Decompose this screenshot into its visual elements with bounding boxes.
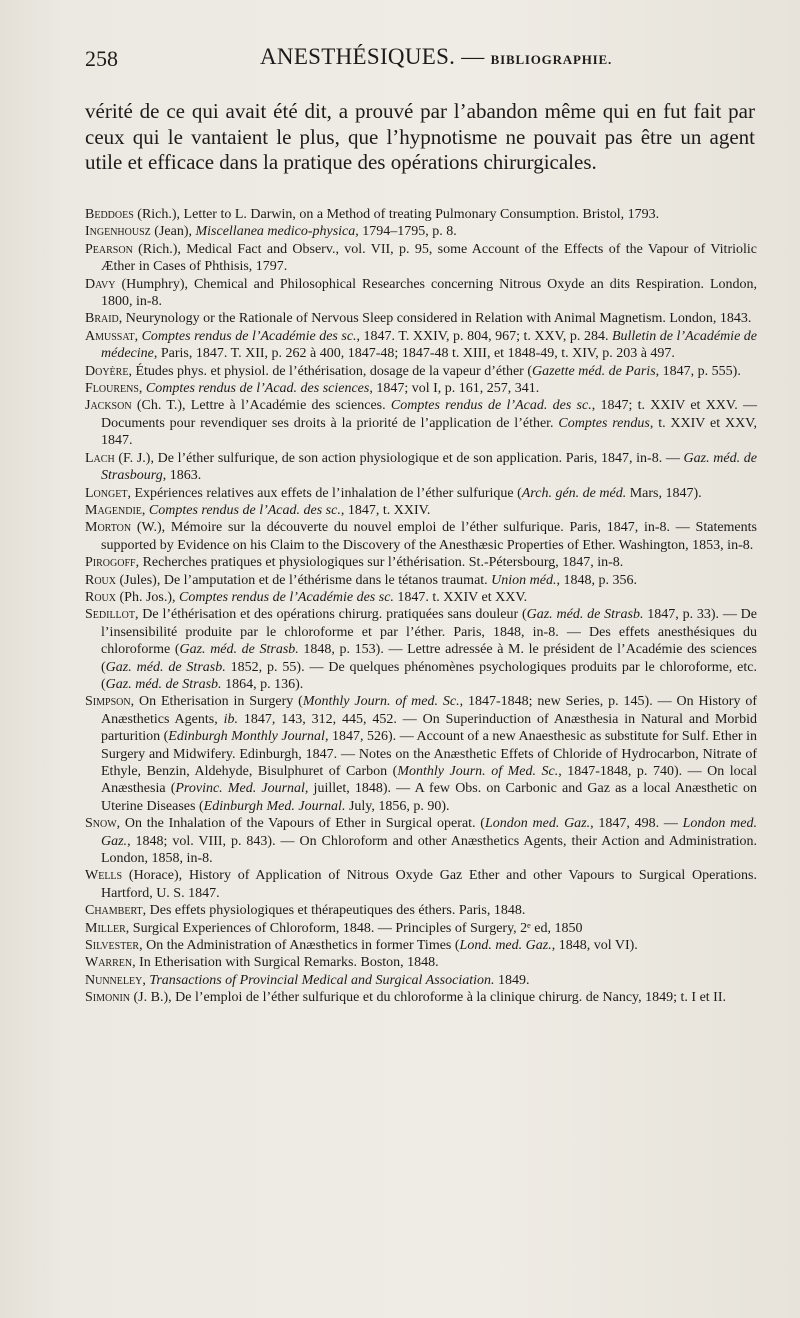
entry-text: , <box>141 502 149 518</box>
bibliography-entry <box>85 867 757 902</box>
bibliography-entry <box>85 223 757 240</box>
entry-text: , Surgical Experiences of Chloroform, 1848. — Principles of Surgery, 2ᵉ ed, 1850 <box>125 920 583 936</box>
entry-text: , 1847, t. XXIV. <box>340 502 431 518</box>
entry-author: Nunneley <box>85 972 143 988</box>
entry-author: Braid <box>85 311 119 327</box>
entry-author: Longet <box>85 485 128 501</box>
entry-journal-title: Comptes rendus de l’Acad. des sc. <box>390 398 592 414</box>
entry-text: (Rich.), Medical Fact and Observ., vol. VII, p. 95, some Account of the Effects of the Vapour of Vitriolic Æther in Cases of Phthisis, 1797. <box>101 241 757 275</box>
bibliography-entry <box>85 972 757 989</box>
running-title-separator: — <box>455 44 491 69</box>
entry-text: , 1794–1795, p. 8. <box>355 224 457 240</box>
entry-text: , Neurynology or the Rationale of Nervous Sleep considered in Relation with Animal Magnetism. London, 1843. <box>118 311 752 327</box>
entry-author: Warren <box>85 955 133 971</box>
running-header <box>85 44 755 74</box>
entry-text: , In Etherisation with Surgical Remarks. Boston, 1848. <box>132 955 439 971</box>
entry-text: , De l’éthérisation et des opérations chirurg. pratiquées sans douleur ( <box>135 607 527 623</box>
entry-journal-title: Edinburgh Monthly Journal <box>168 729 325 745</box>
intro-paragraph: vérité de ce qui avait été dit, a prouvé par l’abandon même qui en fut fait par ceux qui le vantaient le plus, que l’hypnotisme ne pouvait pas être un agent utile et efficace dans la pratique des opérations chirurgicales. <box>85 99 755 174</box>
entry-text: , t. XXIV et XXV, 1847. <box>101 415 757 449</box>
entry-journal-title: London med. Gaz. <box>484 816 591 832</box>
entry-text: , 1847. T. XXIV, p. 804, 967; t. XXV, p. 284. <box>356 328 612 344</box>
entry-author: Jackson <box>85 398 132 414</box>
entry-author: Miller <box>85 920 126 936</box>
bibliography-entry <box>85 815 757 867</box>
entry-text: 1847, 143, 312, 445, 452. — On Superinduction of Anæsthesia in Natural and Morbid parturition ( <box>101 711 757 745</box>
running-title <box>260 44 612 70</box>
entry-journal-title: Gaz. méd. de Strasb. <box>105 676 222 692</box>
entry-journal-title: Arch. gén. de méd. <box>521 485 627 501</box>
entry-text: , <box>142 972 150 988</box>
entry-text: 1849. <box>494 972 530 988</box>
entry-text: , 1848, vol VI). <box>551 938 638 954</box>
entry-text: 1864, p. 136). <box>221 676 304 692</box>
entry-text: 1848, p. 153). — Lettre adressée à M. le président de l’Académie des sciences ( <box>101 642 757 675</box>
bibliography-entry <box>85 450 757 485</box>
entry-journal-title: Gaz. méd. de Strasb. <box>105 659 226 675</box>
entry-journal-title: Monthly Journ. of med. Sc. <box>302 694 460 710</box>
entry-text: 1852, p. 55). — De quelques phénomènes psychologiques produits par le chloroforme, etc. ( <box>101 659 758 692</box>
page-number: 258 <box>85 46 118 71</box>
entry-text: , 1863. <box>162 468 202 484</box>
entry-text: , 1847-1848; new Series, p. 145). — On History of Anæsthetics Agents, <box>101 694 757 727</box>
entry-journal-title: Bulletin de l’Académie de médecine <box>101 328 758 362</box>
entry-journal-title: Gaz. méd. de Strasb. <box>526 607 644 623</box>
entry-text: (Horace), History of Application of Nitrous Oxyde Gaz Ether and other Vapours to Surgical Operations. Hartford, U. S. 1847. <box>101 868 757 901</box>
entry-author: Chambert <box>85 903 143 919</box>
entry-author: Snow <box>85 816 117 832</box>
entry-journal-title: Monthly Journ. of Med. Sc. <box>397 764 559 779</box>
entry-text: (W.), Mémoire sur la découverte du nouvel emploi de l’éther sulfurique. Paris, 1847, in-8. — Statements supported by Evidence on his Claim to the Discovery of the Anesthæsic Properties of Ether. Washington, 1853, in-8. <box>101 520 757 553</box>
entry-author: Silvester <box>85 938 140 954</box>
entry-text: (F. J.), De l’éther sulfurique, de son action physiologique et de son application. Paris, 1847, in-8. — <box>114 450 684 466</box>
entry-text: , 1847, 526). — Account of a new Anaesthesic as substitute for Sulf. Ether in Surgery and Midwifery. Edinburgh, 1847. — Notes on the Anæsthetic Effets of Chloride of Hydrocarbon, Nitrate of Ethyle, Benzin, Aldehyde, Bisulphuret of Carbon ( <box>101 729 758 779</box>
entry-journal-title: Gazette méd. de Paris <box>532 363 656 379</box>
bibliography-entry <box>85 989 757 1006</box>
entry-author: Lach <box>85 450 115 466</box>
entry-text: , 1847, 498. — <box>590 816 683 832</box>
entry-author: Davy <box>85 276 116 292</box>
entry-journal-title: Comptes rendus de l’Acad. des sciences <box>145 381 370 397</box>
entry-text: , On the Inhalation of the Vapours of Ether in Surgical operat. ( <box>116 816 485 832</box>
bibliography-entry <box>85 328 757 363</box>
entry-author: Morton <box>85 520 132 536</box>
bibliography-entry <box>85 363 757 380</box>
entry-journal-title: ib. <box>223 711 238 727</box>
entry-text: , <box>138 381 146 397</box>
entry-journal-title: Union méd. <box>491 572 557 588</box>
entry-text: , 1848; vol. VIII, p. 843). — On Chloroform and other Anæsthetics Agents, their Action and Administration. London, 1858, in-8. <box>101 833 757 867</box>
entry-journal-title: Comptes rendus de l’Académie des sc. <box>141 328 357 344</box>
bibliography-entry <box>85 485 757 502</box>
bibliography-entry <box>85 954 757 971</box>
entry-journal-title: Miscellanea medico-physica <box>195 224 356 240</box>
entry-text: , On the Administration of Anæsthetics in former Times ( <box>139 938 460 954</box>
entry-author: Flourens <box>85 381 139 397</box>
entry-text: 1847, p. 33). — De l’insensibilité produite par le chloroforme et par l’éther. Paris, 1848, in-8. — Des effets anesthésiques du chloroforme ( <box>101 607 757 658</box>
entry-text: , Recherches pratiques et physiologiques sur l’éthérisation. St.-Pétersbourg, 1847, in-8. <box>135 555 624 571</box>
bibliography-entry <box>85 380 757 397</box>
entry-journal-title: Comptes rendus <box>558 415 650 431</box>
bibliography-entry <box>85 397 757 449</box>
entry-journal-title: London med. Gaz. <box>101 816 757 849</box>
entry-author: Doyère <box>85 363 129 379</box>
entry-text: (J. B.), De l’emploi de l’éther sulfurique et du chloroforme à la clinique chirurg. de Nancy, 1849; t. I et II. <box>130 990 726 1006</box>
bibliography-entry <box>85 241 757 276</box>
entry-author: Simonin <box>85 990 131 1006</box>
entry-text: , 1847-1848, p. 740). — On local Anæsthesia ( <box>101 764 757 797</box>
entry-text: , juillet, 1848). — A few Obs. on Carbonic and Gaz as a local Anæsthetic on Uterine Diseases ( <box>101 781 757 814</box>
bibliography-entry <box>85 920 757 937</box>
bibliography-entry <box>85 902 757 919</box>
entry-author: Ingenhousz <box>85 224 151 240</box>
entry-text: , Expériences relatives aux effets de l’inhalation de l’éther sulfurique ( <box>127 485 522 501</box>
entry-author: Amussat <box>85 328 135 344</box>
entry-author: Roux <box>85 572 117 588</box>
bibliography-entry <box>85 606 757 693</box>
bibliography-entry <box>85 937 757 954</box>
entry-journal-title: Gaz. méd. de Strasb. <box>179 642 299 658</box>
entry-journal-title: Lond. med. Gaz. <box>459 938 552 954</box>
bibliography-entry <box>85 206 757 223</box>
bibliography-entry <box>85 276 757 311</box>
running-title-subtitle: BIBLIOGRAPHIE. <box>490 52 613 67</box>
entry-author: Sedillot <box>85 607 135 623</box>
entry-author: Beddoes <box>85 207 134 222</box>
bibliography-entry <box>85 554 757 571</box>
entry-journal-title: Transactions of Provincial Medical and Surgical Association. <box>149 972 495 988</box>
entry-text: , Paris, 1847. T. XII, p. 262 à 400, 1847-48; 1847-48 t. XIII, et 1848-49, t. XIV, p. 203 à 497. <box>153 346 675 362</box>
bibliography-entry <box>85 310 757 327</box>
entry-text: , Des effets physiologiques et thérapeutiques des éthers. Paris, 1848. <box>142 903 526 919</box>
bibliography-entry <box>85 502 757 519</box>
entry-journal-title: Edinburgh Med. Journal. <box>203 798 346 814</box>
entry-text: , 1847; vol I, p. 161, 257, 341. <box>369 381 540 397</box>
bibliography-list <box>85 206 757 1007</box>
entry-journal-title: Gaz. méd. de Strasbourg <box>101 450 757 484</box>
entry-text: (Jules), De l’amputation et de l’éthérisme dans le tétanos traumat. <box>116 572 492 588</box>
entry-text: (Rich.), Letter to L. Darwin, on a Method of treating Pulmonary Consumption. Bristol, 1793. <box>133 207 660 222</box>
entry-author: Simpson <box>85 694 131 710</box>
bibliography-entry <box>85 519 757 554</box>
entry-journal-title: Comptes rendus de l’Académie des sc. <box>179 589 394 605</box>
bibliography-entry <box>85 572 757 589</box>
entry-text: , 1847, p. 555). <box>655 363 741 379</box>
bibliography-entry <box>85 693 757 815</box>
entry-author: Wells <box>85 868 123 884</box>
entry-text: (Ch. T.), Lettre à l’Académie des sciences. <box>131 398 391 414</box>
entry-author: Magendie <box>85 502 142 518</box>
entry-journal-title: Provinc. Med. Journal <box>175 781 305 797</box>
entry-journal-title: Comptes rendus de l’Acad. des sc. <box>148 502 341 518</box>
entry-author: Roux <box>85 589 117 605</box>
entry-text: (Ph. Jos.), <box>116 589 180 605</box>
entry-author: Pirogoff <box>85 555 136 571</box>
entry-text: 1847. t. XXIV et XXV. <box>393 589 528 605</box>
entry-text: Mars, 1847). <box>626 485 702 501</box>
entry-text: , Études phys. et physiol. de l’éthérisation, dosage de la vapeur d’éther ( <box>128 363 532 379</box>
entry-text: , On Etherisation in Surgery ( <box>130 694 303 710</box>
entry-author: Pearson <box>85 241 133 257</box>
entry-text: (Humphry), Chemical and Philosophical Researches concerning Nitrous Oxyde an dits Respiration. London, 1800, in-8. <box>101 276 757 310</box>
running-title-main: ANESTHÉSIQUES. <box>260 44 456 69</box>
entry-text: (Jean), <box>150 224 196 240</box>
entry-text: , 1848, p. 356. <box>556 572 637 588</box>
entry-text: , <box>134 328 142 344</box>
entry-text: July, 1856, p. 90). <box>345 798 450 814</box>
entry-text: , 1847; t. XXIV et XXV. — Documents pour revendiquer ses droits à la priorité de l’application de l’éther. <box>101 398 757 431</box>
bibliography-entry <box>85 589 757 606</box>
